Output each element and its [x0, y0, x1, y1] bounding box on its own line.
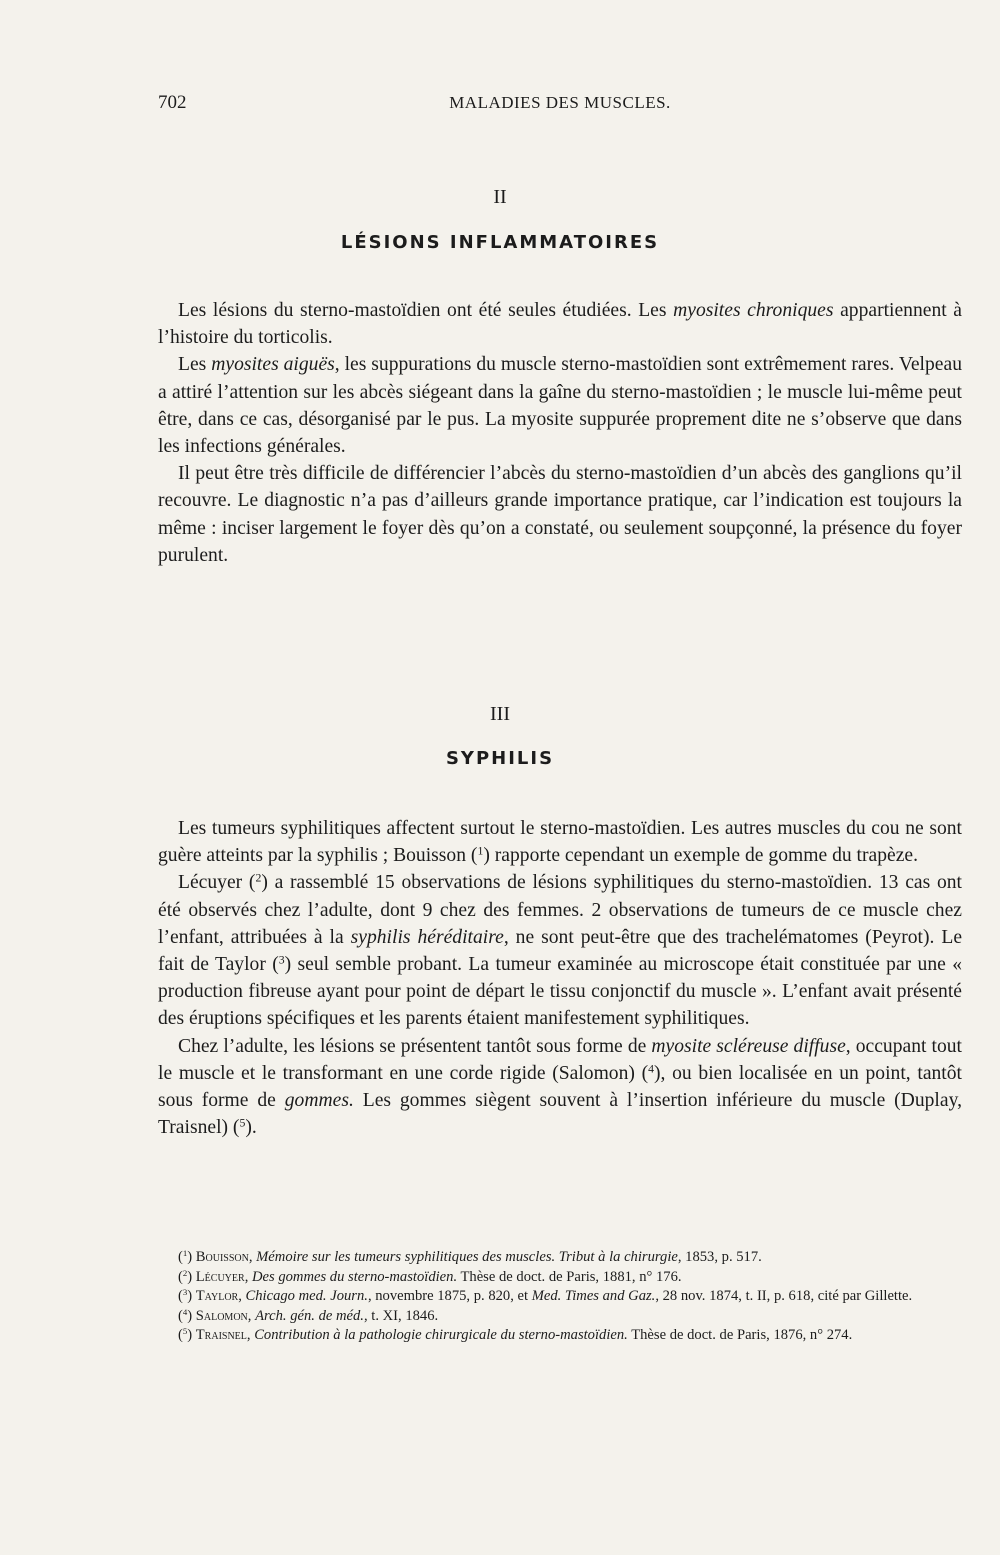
text: ,: [248, 1249, 257, 1265]
text: , 1853, p. 517.: [677, 1249, 762, 1265]
paragraph: Il peut être très difficile de différencier l’abcès du sterno-mastoïdien d’un abcès des ganglions qu’il recouvre. Le diagnostic n’a pas d’ailleurs grande importance pratique, car l’indication est toujours la même : inciser largement le foyer dès qu’on a constaté, ou seulement soupçonné, la présence du foyer purulent.: [158, 463, 962, 566]
section-3-body: [158, 815, 962, 1141]
text: ,: [238, 1288, 246, 1305]
footnote: ($^5$) Traisnel, Contribution à la pathologie chirurgicale du sterno-mastoïdien. Thèse de doct. de Paris, 1876, n° 274.: [178, 1326, 853, 1344]
section-title-lesions: LÉSIONS INFLAMMATOIRES: [340, 232, 660, 253]
footnote-ref: 5: [239, 1116, 246, 1130]
page-number: 702: [158, 92, 187, 113]
text: ), ou bien localisée en un point, tantôt sous forme de: [158, 1062, 962, 1112]
text: , novembre 1875, p. 820, et: [367, 1288, 532, 1305]
paragraph: [158, 1033, 962, 1142]
footnote: ($^1$) Bouisson, Mémoire sur les tumeurs syphilitiques des muscles. Tribut à la chirurgie, 1853, p. 517.: [178, 1248, 762, 1265]
text: ,: [244, 1268, 252, 1285]
text: Les gommes siègent souvent à l’insertion inférieure du muscle (Duplay, Traisnel) (: [158, 1090, 962, 1139]
footnote-ref: 4: [648, 1062, 655, 1076]
footnote-title: Des gommes du sterno-mastoïdien.: [251, 1268, 458, 1285]
footnote: ($^4$) Salomon, Arch. gén. de méd., t. XI, 1846.: [178, 1306, 439, 1324]
footnote-title: Mémoire sur les tumeurs syphilitiques des muscles. Tribut à la chirurgie: [256, 1249, 678, 1265]
section-title-syphilis: SYPHILIS: [445, 748, 555, 769]
text: , ne sont peut-être que des trachelématomes (Peyrot). Le fait de Taylor (: [158, 926, 963, 976]
footnote-title: Contribution à la pathologie chirurgicale du sterno-mastoïdien.: [254, 1327, 628, 1344]
footnote-number: 4: [182, 1306, 188, 1317]
footnote-number: 3: [182, 1287, 188, 1298]
running-header: [158, 92, 962, 118]
text: ,: [246, 1327, 255, 1344]
text: appartiennent à l’histoire du torticolis.: [158, 300, 962, 349]
footnote-ref: 3: [278, 953, 285, 967]
text: , occupant tout le muscle et le transformant en une corde rigide (Salomon) (: [158, 1035, 963, 1084]
footnotes: [158, 1248, 962, 1346]
text: Les tumeurs syphilitiques affectent surtout le sterno-mastoïdien. Les autres muscles du cou ne sont guère atteints par la syphilis ; Bouisson (: [158, 818, 962, 867]
footnote-title: Med. Times and Gaz.: [531, 1288, 656, 1305]
footnote-author: Salomon: [195, 1307, 248, 1324]
text: Lécuyer (: [178, 872, 256, 894]
footnote-author: Traisnel: [195, 1327, 247, 1344]
footnote-ref: 1: [477, 844, 484, 858]
section-2-body: [158, 297, 962, 569]
footnote-number: 1: [182, 1248, 188, 1259]
paragraph: [158, 351, 962, 460]
section-number-3: III: [490, 703, 510, 725]
text: ) rapporte cependant un exemple de gomme du trapèze.: [483, 845, 919, 867]
footnote: ($^2$) Lécuyer, Des gommes du sterno-mastoïdien. Thèse de doct. de Paris, 1881, n° 176.: [178, 1267, 682, 1285]
text: , les suppurations du muscle sterno-mastoïdien sont extrêmement rares. Velpeau a attiré l’attention sur les abcès siégeant dans la gaîne du sterno-mastoïdien ; le muscle lui-même peut être, dans ce cas, désorganisé par le pus. La myosite suppurée proprement dite ne s’observe que dans les infections générales.: [158, 354, 962, 458]
text: Thèse de doct. de Paris, 1876, n° 274.: [627, 1327, 853, 1344]
footnote-title: Arch. gén. de méd.: [255, 1307, 364, 1324]
footnote-number: 2: [182, 1267, 188, 1278]
paragraph: [158, 297, 962, 351]
italic-text: myosites aiguës: [211, 354, 335, 376]
text: Les: [178, 354, 212, 376]
section-number-2: II: [493, 186, 507, 208]
text: ) seul semble probant. La tumeur examinée au microscope était constituée par une « production fibreuse ayant pour point de départ le tissu conjonctif du muscle ». L’enfant avait présenté des éruptions spécifiques et les parents étaient manifestement syphilitiques.: [158, 954, 963, 1030]
italic-text: myosite scléreuse diffuse: [651, 1035, 846, 1057]
text: , 28 nov. 1874, t. II, p. 618, cité par Gillette.: [655, 1288, 913, 1305]
footnote-author: Bouisson: [195, 1249, 249, 1265]
text: ).: [245, 1117, 257, 1139]
text: , t. XI, 1846.: [363, 1307, 439, 1324]
running-title: MALADIES DES MUSCLES.: [449, 93, 671, 112]
footnote: ($^3$) Taylor, Chicago med. Journ., novembre 1875, p. 820, et Med. Times and Gaz., 28 nov. 1874, t. II, p. 618, cité par Gillette.: [178, 1287, 913, 1305]
paragraph: [158, 815, 962, 869]
text: Thèse de doct. de Paris, 1881, n° 176.: [457, 1268, 682, 1285]
paragraph: [158, 869, 962, 1032]
footnote-title: Chicago med. Journ.: [245, 1288, 368, 1305]
text: Les lésions du sterno-mastoïdien ont été seules étudiées. Les: [178, 300, 674, 321]
italic-text: syphilis héréditaire: [350, 926, 504, 948]
italic-text: gommes.: [284, 1090, 354, 1112]
text: Chez l’adulte, les lésions se présentent tantôt sous forme de: [178, 1035, 652, 1057]
footnote-number: 5: [182, 1326, 188, 1337]
text: ) a rassemblé 15 observations de lésions syphilitiques du sterno-mastoïdien. 13 cas ont été observés chez l’adulte, dont 9 chez des femmes. 2 observations de tumeurs de ce muscle chez l’enfant, attribuées à la: [158, 872, 962, 948]
italic-text: myosites chroniques: [673, 300, 834, 321]
footnote-author: Taylor: [195, 1288, 239, 1305]
footnote-ref: 2: [255, 871, 262, 885]
footnote-author: Lécuyer: [195, 1268, 245, 1285]
text: ,: [247, 1307, 256, 1324]
